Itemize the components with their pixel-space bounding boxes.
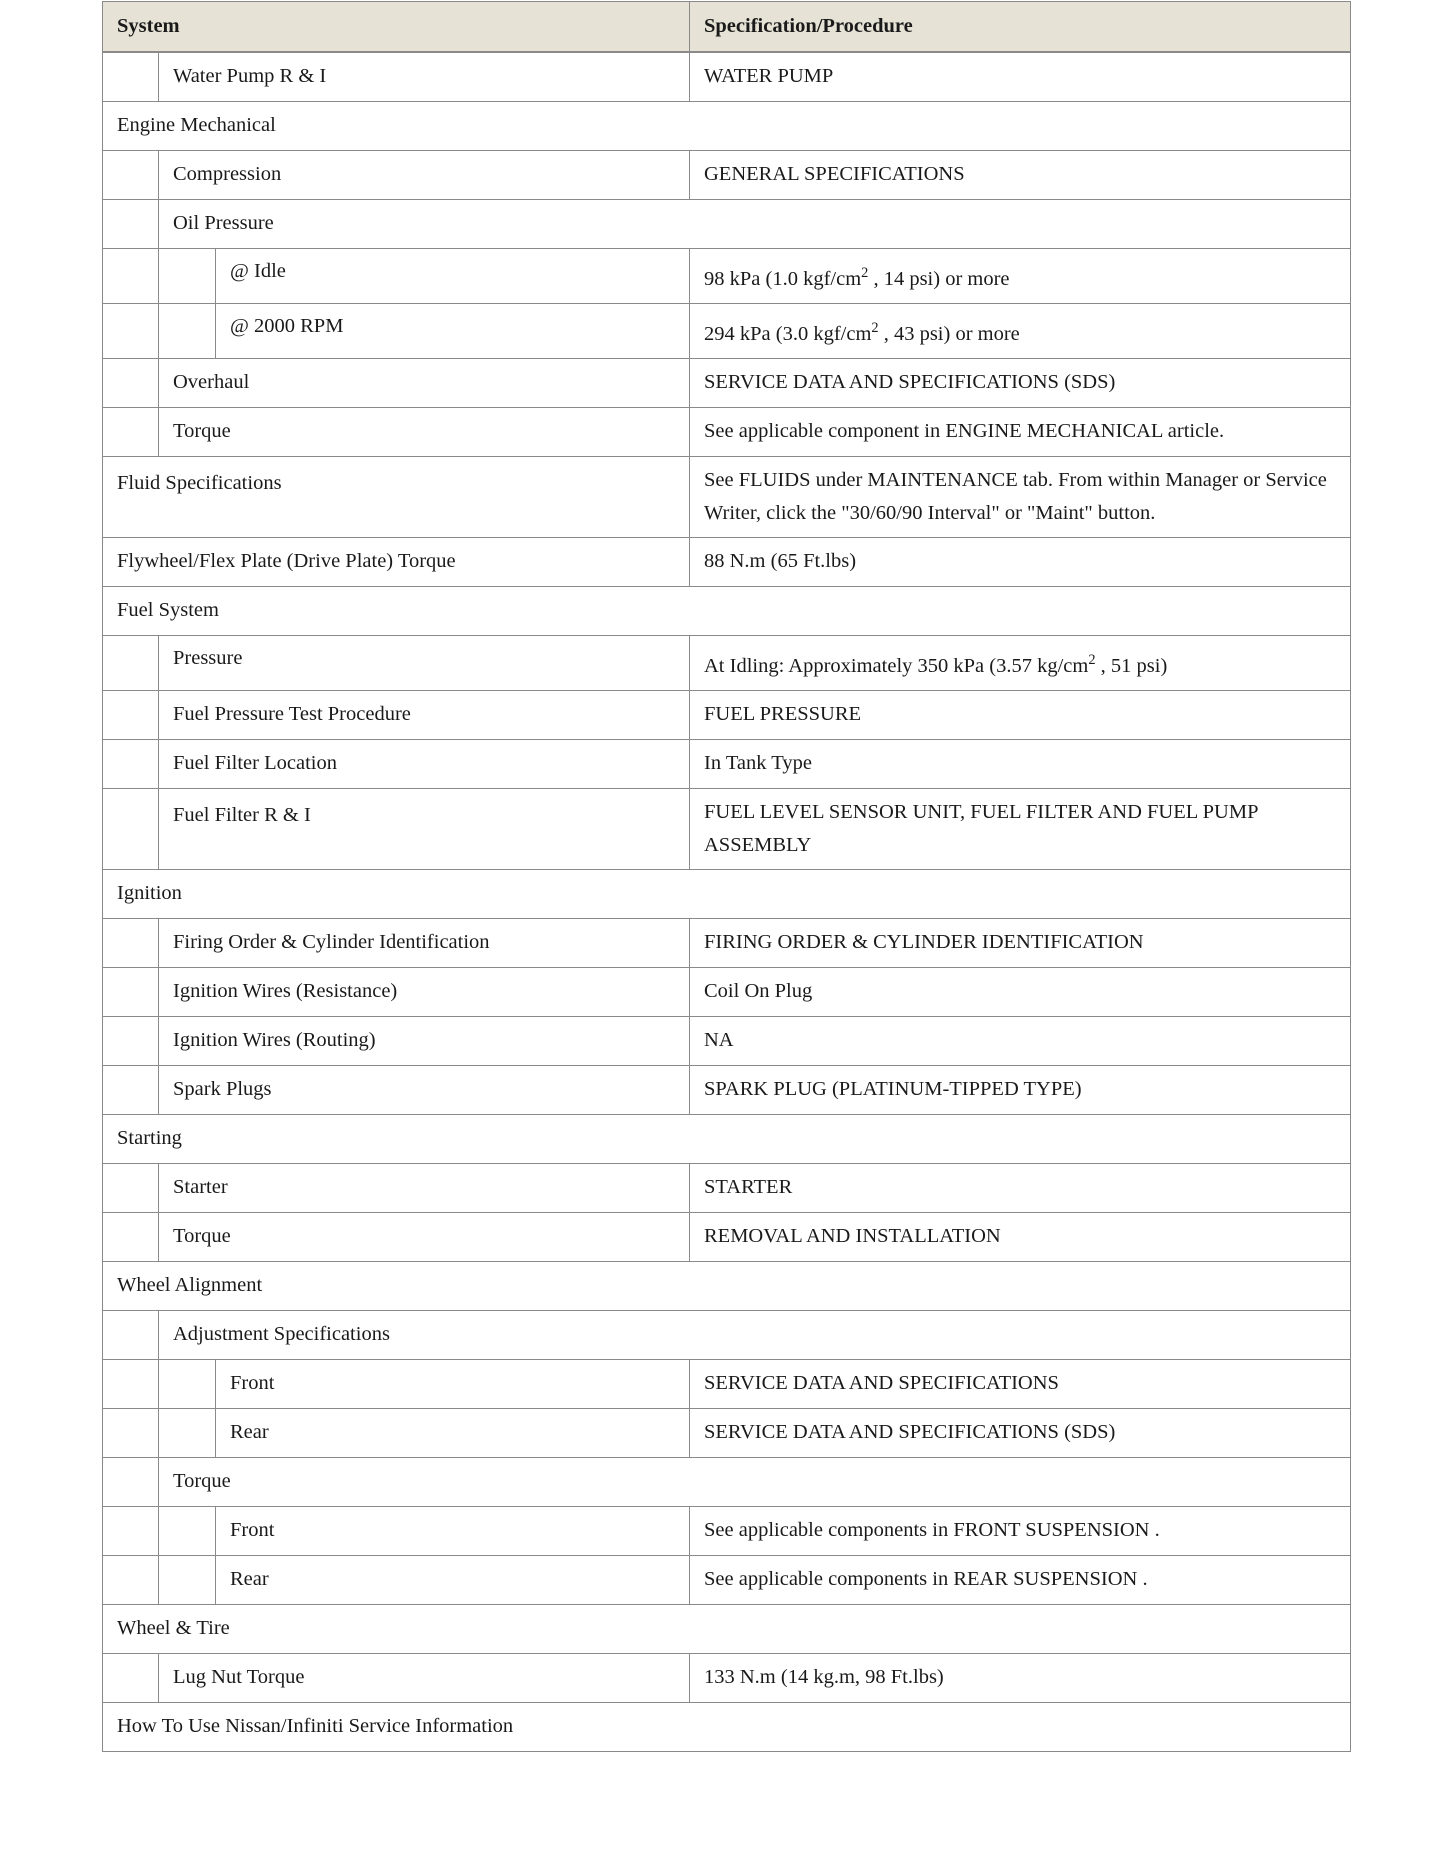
subsection-label: Oil Pressure [159,199,1351,248]
table-row [103,456,1351,537]
row-label: @ Idle [216,248,690,303]
row-label: Rear [216,1555,690,1604]
row-label: Flywheel/Flex Plate (Drive Plate) Torque [103,537,690,586]
table-header-row [103,2,1351,53]
row-label: Rear [216,1408,690,1457]
table-row [103,690,1351,739]
table-row [103,52,1351,101]
row-label: Fuel Filter R & I [159,788,690,869]
section-row [103,1702,1351,1751]
row-value: 88 N.m (65 Ft.lbs) [690,537,1351,586]
row-label: Water Pump R & I [159,52,690,101]
table-row [103,150,1351,199]
section-row [103,1261,1351,1310]
spec-table [102,1,1351,1752]
row-label: Pressure [159,635,690,690]
row-value: 98 kPa (1.0 kgf/$cm^2$ , 14 psi) or more [690,248,1351,303]
row-label: Torque [159,1212,690,1261]
row-label: Overhaul [159,358,690,407]
row-value: See applicable components in REAR SUSPENSION . [690,1555,1351,1604]
table-row [103,739,1351,788]
row-value: WATER PUMP [690,52,1351,101]
section-label: Ignition [103,869,1351,918]
row-label: Firing Order & Cylinder Identification [159,918,690,967]
row-value: SPARK PLUG (PLATINUM-TIPPED TYPE) [690,1065,1351,1114]
row-value: 294 kPa (3.0 kgf/$cm^2$ , 43 psi) or more [690,303,1351,358]
subsection-label: Torque [159,1457,1351,1506]
row-label: Ignition Wires (Resistance) [159,967,690,1016]
row-label: Front [216,1506,690,1555]
section-row [103,101,1351,150]
table-row [103,967,1351,1016]
row-value: SERVICE DATA AND SPECIFICATIONS [690,1359,1351,1408]
section-label: How To Use Nissan/Infiniti Service Information [103,1702,1351,1751]
section-row [103,869,1351,918]
row-value: FUEL PRESSURE [690,690,1351,739]
row-label: Torque [159,407,690,456]
row-label: Starter [159,1163,690,1212]
row-label: Ignition Wires (Routing) [159,1016,690,1065]
row-value: FIRING ORDER & CYLINDER IDENTIFICATION [690,918,1351,967]
row-label: Fuel Pressure Test Procedure [159,690,690,739]
table-row [103,1212,1351,1261]
section-row [103,1114,1351,1163]
header-system: System [103,2,690,53]
section-label: Fuel System [103,586,1351,635]
table-row [103,1555,1351,1604]
subsection-row [103,199,1351,248]
table-row [103,537,1351,586]
section-label: Wheel Alignment [103,1261,1351,1310]
table-row [103,1065,1351,1114]
row-value: GENERAL SPECIFICATIONS [690,150,1351,199]
table-row [103,1016,1351,1065]
table-row [103,1408,1351,1457]
row-value: STARTER [690,1163,1351,1212]
header-spec: Specification/Procedure [690,2,1351,53]
section-label: Starting [103,1114,1351,1163]
table-row [103,358,1351,407]
section-row [103,586,1351,635]
subsection-label: Adjustment Specifications [159,1310,1351,1359]
section-label: Engine Mechanical [103,101,1351,150]
row-label: Compression [159,150,690,199]
table-row [103,635,1351,690]
table-row [103,918,1351,967]
row-value: See applicable component in ENGINE MECHANICAL article. [690,407,1351,456]
subsection-row [103,1457,1351,1506]
row-label: @ 2000 RPM [216,303,690,358]
row-value: 133 N.m (14 kg.m, 98 Ft.lbs) [690,1653,1351,1702]
table-row [103,1653,1351,1702]
row-value: FUEL LEVEL SENSOR UNIT, FUEL FILTER AND FUEL PUMP ASSEMBLY [690,788,1351,869]
table-row [103,407,1351,456]
row-value: See FLUIDS under MAINTENANCE tab. From within Manager or Service Writer, click the "30/60/90 Interval" or "Maint" button. [690,456,1351,537]
row-value: See applicable components in FRONT SUSPENSION . [690,1506,1351,1555]
section-label: Wheel & Tire [103,1604,1351,1653]
row-value: In Tank Type [690,739,1351,788]
table-row [103,1359,1351,1408]
row-value: SERVICE DATA AND SPECIFICATIONS (SDS) [690,1408,1351,1457]
row-label: Front [216,1359,690,1408]
row-value: SERVICE DATA AND SPECIFICATIONS (SDS) [690,358,1351,407]
row-label: Spark Plugs [159,1065,690,1114]
table-row [103,303,1351,358]
row-value: At Idling: Approximately 350 kPa (3.57 $kg/cm^2$ , 51 psi) [690,635,1351,690]
row-label: Fluid Specifications [103,456,690,537]
table-row [103,1506,1351,1555]
row-label: Fuel Filter Location [159,739,690,788]
row-label: Lug Nut Torque [159,1653,690,1702]
row-value: NA [690,1016,1351,1065]
section-row [103,1604,1351,1653]
row-value: REMOVAL AND INSTALLATION [690,1212,1351,1261]
table-row [103,788,1351,869]
table-row [103,1163,1351,1212]
subsection-row [103,1310,1351,1359]
row-value: Coil On Plug [690,967,1351,1016]
table-row [103,248,1351,303]
